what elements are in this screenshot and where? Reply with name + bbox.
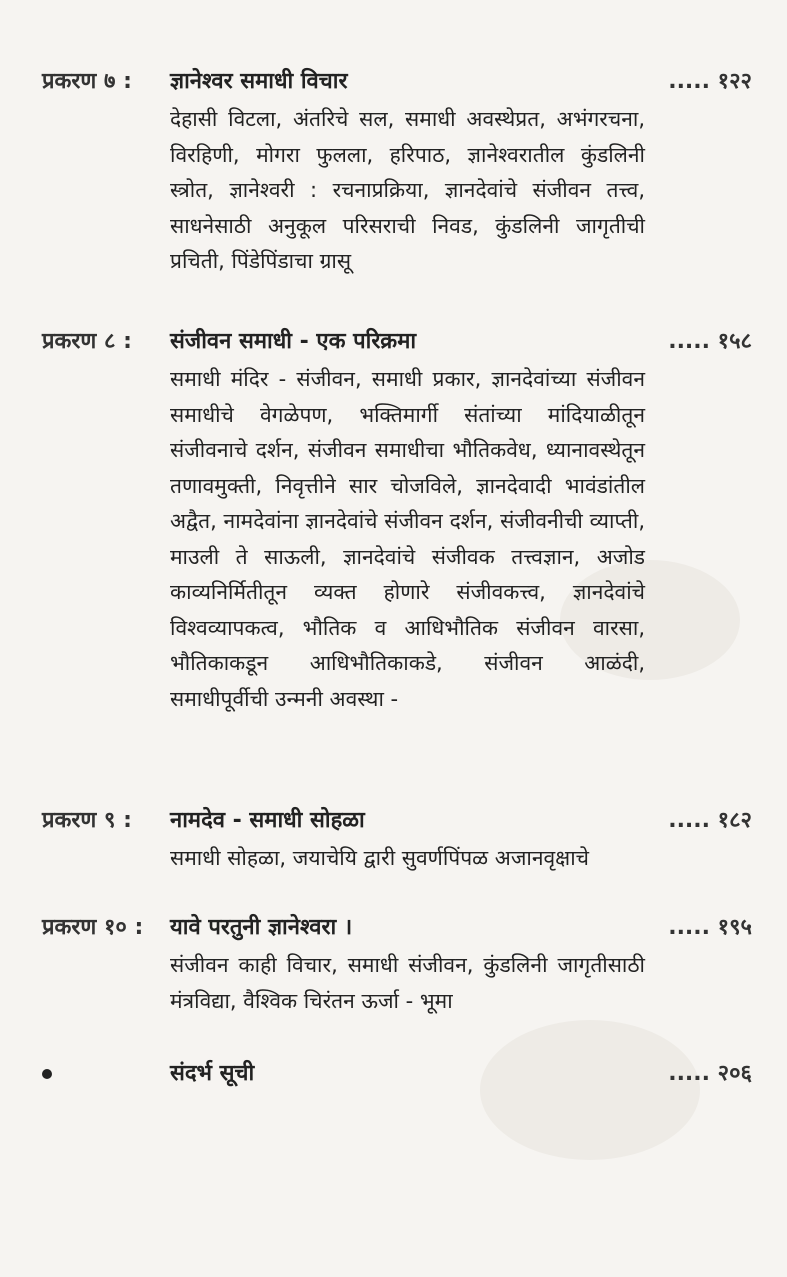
toc-entry-references[interactable] xyxy=(42,1056,752,1092)
bullet-icon xyxy=(42,1069,52,1079)
toc-entry-heading xyxy=(42,910,752,946)
toc-entry-heading xyxy=(42,64,752,100)
page-number: ..... १८२ xyxy=(668,808,752,833)
chapter-label: प्रकरण १० : xyxy=(42,915,144,940)
toc-entry-chapter-10[interactable] xyxy=(42,910,752,1019)
chapter-label: प्रकरण ८ : xyxy=(42,329,132,354)
page-number: ..... १९५ xyxy=(668,915,752,940)
chapter-title: यावे परतुनी ज्ञानेश्वरा । xyxy=(170,915,353,940)
chapter-topics: समाधी सोहळा, जयाचेयि द्वारी सुवर्णपिंपळ अजानवृक्षाचे xyxy=(170,846,590,870)
toc-entry-heading xyxy=(42,1056,752,1092)
chapter-title: संदर्भ सूची xyxy=(170,1061,255,1086)
toc-entry-heading xyxy=(42,803,752,839)
chapter-title: ज्ञानेश्वर समाधी विचार xyxy=(170,69,348,94)
chapter-topics: देहासी विटला, अंतरिचे सल, समाधी अवस्थेप्रत, अभंगरचना, विरहिणी, मोगरा फुलला, हरिपाठ, ज्ञानेश्वरातील कुंडलिनी स्त्रोत, ज्ञानेश्वरी : रचनाप्रक्रिया, ज्ञानदेवांचे संजीवन तत्त्व, साधनेसाठी अनुकूल परिसराची निवड, कुंडलिनी जागृतीची प्रचिती, पिंडेपिंडाचा ग्रासू xyxy=(170,107,645,273)
chapter-topics: संजीवन काही विचार, समाधी संजीवन, कुंडलिनी जागृतीसाठी मंत्रविद्या, वैश्विक चिरंतन ऊर्जा - भूमा xyxy=(170,953,645,1013)
toc-entry-chapter-8[interactable] xyxy=(42,324,752,717)
chapter-label: प्रकरण ७ : xyxy=(42,69,132,94)
page-number: ..... १५८ xyxy=(668,329,752,354)
chapter-topics: समाधी मंदिर - संजीवन, समाधी प्रकार, ज्ञानदेवांच्या संजीवन समाधीचे वेगळेपण, भक्तिमार्गी संतांच्या मांदियाळीतून संजीवनाचे दर्शन, संजीवन समाधीचा भौतिकवेध, ध्यानावस्थेतून तणावमुक्ती, निवृत्तीने सार चोजविले, ज्ञानदेवादी भावंडांतील अद्वैत, नामदेवांना ज्ञानदेवांचे संजीवन दर्शन, संजीवनीची व्याप्ती, माउली ते साऊली, ज्ञानदेवांचे संजीवक तत्त्वज्ञान, अजोड काव्यनिर्मितीतून व्यक्त होणारे संजीवकत्त्व, ज्ञानदेवांचे विश्वव्यापकत्व, भौतिक व आधिभौतिक संजीवन वारसा, भौतिकाकडून आधिभौतिकाकडे, संजीवन आळंदी, समाधीपूर्वीची उन्मनी अवस्था - xyxy=(170,367,645,711)
page-number: ..... २०६ xyxy=(668,1061,752,1086)
toc-entry-chapter-9[interactable] xyxy=(42,803,752,877)
chapter-title: नामदेव - समाधी सोहळा xyxy=(170,808,365,833)
toc-entry-heading xyxy=(42,324,752,360)
chapter-title: संजीवन समाधी - एक परिक्रमा xyxy=(170,329,417,354)
page-number: ..... १२२ xyxy=(668,69,752,94)
toc-entry-chapter-7[interactable] xyxy=(42,64,752,280)
chapter-label: प्रकरण ९ : xyxy=(42,808,132,833)
